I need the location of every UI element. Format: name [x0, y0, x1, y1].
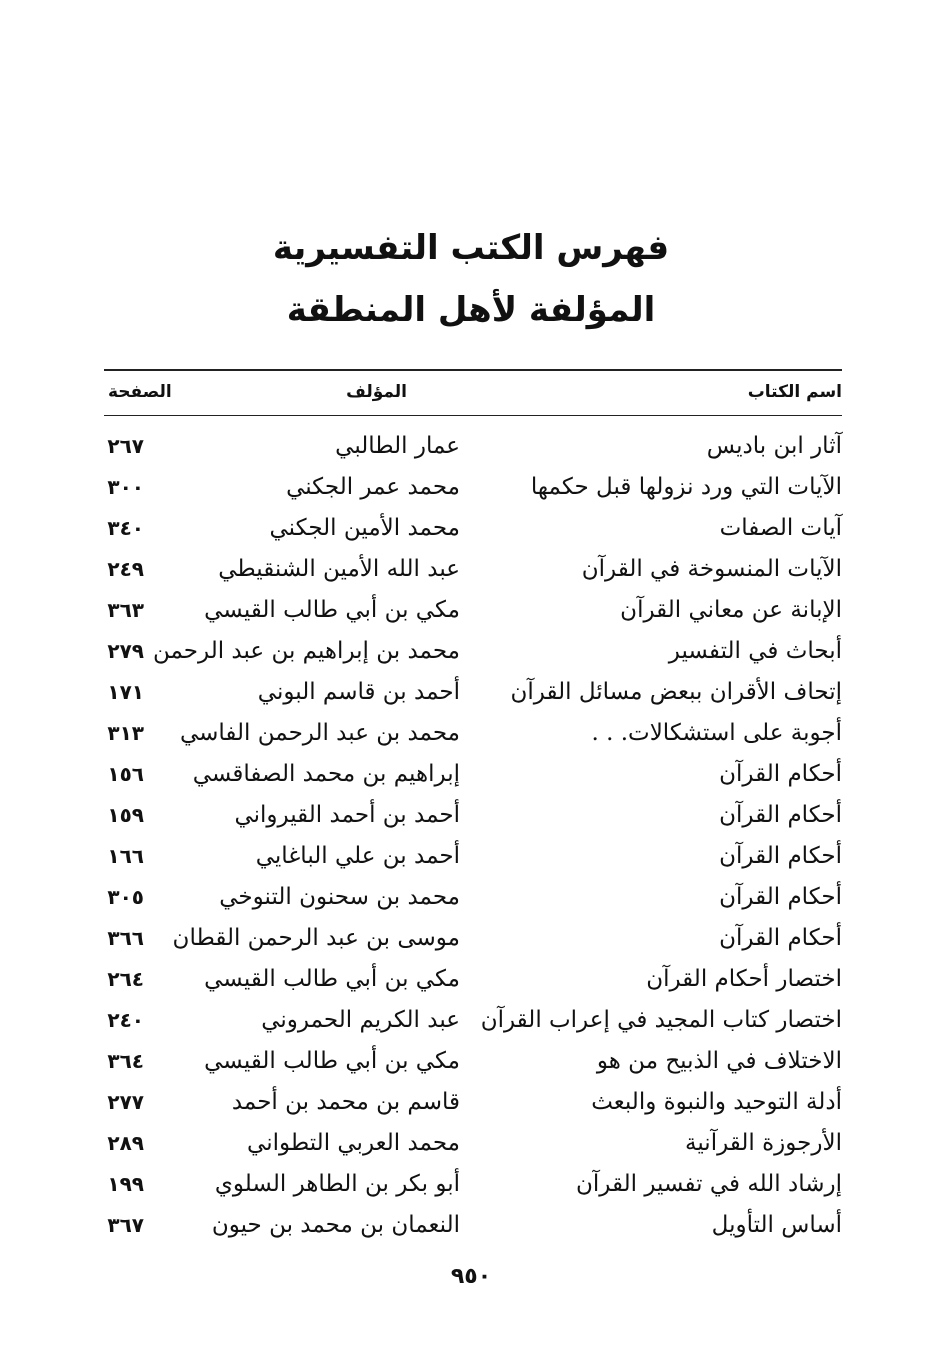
table-row	[104, 754, 842, 795]
author-name: محمد بن عبد الرحمن الفاسي	[179, 720, 460, 746]
header-book-name: اسم الكتاب	[747, 382, 842, 402]
page-ref: ١٦٦	[107, 844, 144, 868]
page-ref: ٣٤٠	[107, 516, 144, 540]
book-name: الآيات التي ورد نزولها قبل حكمها	[530, 474, 842, 500]
author-name: عبد الله الأمين الشنقيطي	[218, 556, 460, 582]
table-row	[104, 795, 842, 836]
table-row	[104, 631, 842, 672]
author-name: النعمان بن محمد بن حيون	[211, 1212, 460, 1238]
table-row	[104, 918, 842, 959]
book-name: الأرجوزة القرآنية	[685, 1130, 842, 1156]
table-row	[104, 1205, 842, 1246]
header-author: المؤلف	[346, 382, 407, 402]
book-name: آثار ابن باديس	[706, 433, 842, 459]
page-ref: ٢٨٩	[107, 1131, 144, 1155]
page-ref: ٣٦٦	[107, 926, 144, 950]
book-name: الإبانة عن معاني القرآن	[620, 597, 842, 623]
author-name: أحمد بن قاسم البوني	[257, 679, 460, 705]
book-name: إتحاف الأقران ببعض مسائل القرآن	[510, 679, 842, 705]
author-name: مكي بن أبي طالب القيسي	[204, 597, 460, 623]
author-name: مكي بن أبي طالب القيسي	[204, 966, 460, 992]
table-row	[104, 713, 842, 754]
table-row	[104, 877, 842, 918]
page-number: ٩٥٠	[450, 1264, 492, 1289]
book-name: الاختلاف في الذبيح من هو	[596, 1048, 842, 1074]
author-name: محمد بن إبراهيم بن عبد الرحمن	[152, 638, 460, 664]
page-ref: ١٩٩	[107, 1172, 144, 1196]
book-name: أبحاث في التفسير	[668, 638, 842, 664]
book-name: اختصار كتاب المجيد في إعراب القرآن	[480, 1007, 842, 1033]
book-name: اختصار أحكام القرآن	[646, 966, 842, 992]
author-name: أحمد بن أحمد القيرواني	[234, 802, 460, 828]
author-name: إبراهيم بن محمد الصفاقسي	[192, 761, 460, 787]
author-name: أحمد بن علي الباغايي	[255, 843, 460, 869]
table-row	[104, 1164, 842, 1205]
table-header-rule	[104, 415, 842, 416]
author-name: محمد الأمين الجكني	[269, 515, 460, 541]
table-row	[104, 1082, 842, 1123]
book-name: أجوبة على استشكالات. . .	[591, 720, 842, 746]
author-name: مكي بن أبي طالب القيسي	[204, 1048, 460, 1074]
header-page: الصفحة	[108, 382, 172, 402]
page-ref: ٢٦٤	[107, 967, 144, 991]
page-title: فهرس الكتب التفسيرية	[272, 228, 670, 268]
author-name: عمار الطالبي	[335, 433, 460, 459]
table-row	[104, 1000, 842, 1041]
author-name: أبو بكر بن الطاهر السلوي	[214, 1171, 460, 1197]
page-ref: ١٥٩	[107, 803, 144, 827]
table-row	[104, 508, 842, 549]
author-name: عبد الكريم الحمروني	[261, 1007, 460, 1033]
author-name: محمد بن سحنون التنوخي	[219, 884, 460, 910]
book-name: أحكام القرآن	[719, 925, 842, 951]
page-ref: ٣١٣	[107, 721, 144, 745]
page-ref: ٣٦٤	[107, 1049, 144, 1073]
table-header	[104, 374, 842, 410]
book-name: الآيات المنسوخة في القرآن	[581, 556, 842, 582]
author-name: محمد العربي التطواني	[247, 1130, 460, 1156]
page-ref: ٢٤٠	[107, 1008, 144, 1032]
page-ref: ٢٧٩	[107, 639, 144, 663]
table-row	[104, 672, 842, 713]
page-ref: ٣٠٥	[107, 885, 144, 909]
page-ref: ٣٠٠	[107, 475, 144, 499]
table-row	[104, 959, 842, 1000]
page-ref: ١٥٦	[107, 762, 144, 786]
page-ref: ٣٦٧	[107, 1213, 144, 1237]
book-name: إرشاد الله في تفسير القرآن	[576, 1171, 842, 1197]
table-row	[104, 1041, 842, 1082]
book-name: أحكام القرآن	[719, 802, 842, 828]
book-name: أحكام القرآن	[719, 761, 842, 787]
book-name: أساس التأويل	[711, 1212, 842, 1238]
page-subtitle: المؤلفة لأهل المنطقة	[286, 290, 656, 330]
page-ref: ٢٤٩	[107, 557, 144, 581]
author-name: موسى بن عبد الرحمن القطان	[172, 925, 460, 951]
page-ref: ٢٦٧	[107, 434, 144, 458]
table-row	[104, 549, 842, 590]
table-row	[104, 836, 842, 877]
table-row	[104, 467, 842, 508]
book-name: آيات الصفات	[719, 515, 842, 541]
table-top-rule	[104, 369, 842, 371]
page-ref: ٣٦٣	[107, 598, 144, 622]
table-row	[104, 590, 842, 631]
table-body	[104, 426, 842, 1246]
table-row	[104, 426, 842, 467]
page-ref: ١٧١	[107, 680, 144, 704]
author-name: قاسم بن محمد بن أحمد	[231, 1089, 460, 1115]
book-name: أحكام القرآن	[719, 843, 842, 869]
book-name: أحكام القرآن	[719, 884, 842, 910]
author-name: محمد عمر الجكني	[286, 474, 460, 500]
table-row	[104, 1123, 842, 1164]
book-name: أدلة التوحيد والنبوة والبعث	[591, 1089, 842, 1115]
page-ref: ٢٧٧	[107, 1090, 144, 1114]
